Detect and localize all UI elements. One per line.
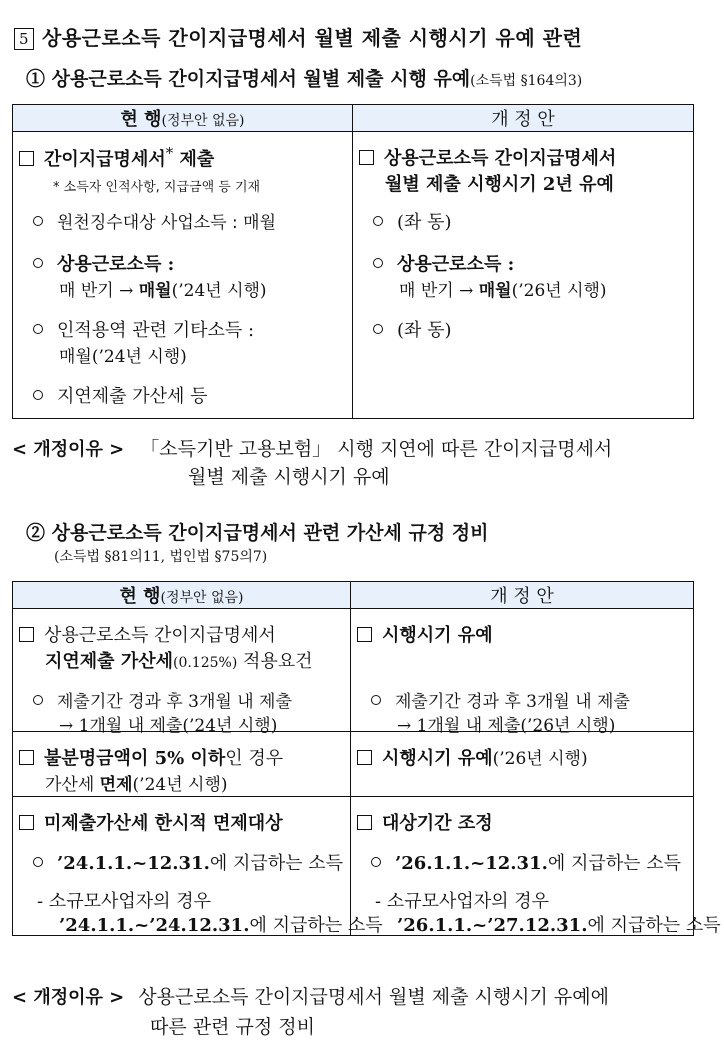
list-item-cont: → 1개월 내 제출(’26년 시행) xyxy=(397,716,616,736)
subsection-title: 상용근로소득 간이지급명세서 관련 가산세 규정 정비 xyxy=(51,522,489,544)
list-item: (좌 동) xyxy=(373,316,452,342)
revised-cell xyxy=(353,132,694,419)
list-item-cont: 매 반기 → 매월(’26년 시행) xyxy=(399,281,607,301)
list-item-cont: ’26.1.1.~’27.12.31.에 지급하는 소득 xyxy=(397,915,721,936)
item-heading: 미제출가산세 한시적 면제대상 xyxy=(19,809,283,835)
item-heading-cont: 월별 제출 시행시기 2년 유예 xyxy=(385,174,614,195)
item-heading: 간이지급명세서* 제출 xyxy=(19,144,214,171)
item-heading: 상용근로소득 간이지급명세서 xyxy=(19,621,276,647)
header-current: 현 행(정부안 없음) xyxy=(13,582,351,609)
item-heading: 시행시기 유예 xyxy=(357,621,493,647)
current-cell xyxy=(13,132,353,419)
list-item: - 소규모사업자의 경우 xyxy=(37,891,212,912)
reason-label: < 개정이유 > xyxy=(12,439,125,460)
list-item: 제출기간 경과 후 3개월 내 제출 xyxy=(371,687,630,712)
list-item: - 소규모사업자의 경우 xyxy=(375,891,550,912)
revised-cell xyxy=(351,609,694,736)
revision-reason-1 xyxy=(12,434,612,461)
item-heading: 상용근로소득 간이지급명세서 xyxy=(359,144,616,170)
reason-text-cont: 월별 제출 시행시기 유예 xyxy=(188,466,390,488)
subsection-marker: ② xyxy=(26,522,46,544)
reason-text: 상용근로소득 간이지급명세서 월별 제출 시행시기 유예에 xyxy=(138,986,609,1008)
comparison-table-1 xyxy=(12,104,694,419)
list-item: 원천징수대상 사업소득 : 매월 xyxy=(33,208,276,233)
revised-cell xyxy=(351,732,694,797)
subsection-marker: ① xyxy=(26,68,46,90)
list-item: 지연제출 가산세 등 xyxy=(33,382,208,408)
list-item: 제출기간 경과 후 3개월 내 제출 xyxy=(33,687,292,712)
comparison-table-2 xyxy=(12,581,721,936)
footnote: * 소득자 인적사항, 지급금액 등 기재 xyxy=(53,180,261,195)
section-number: 5 xyxy=(14,28,34,50)
current-cell xyxy=(13,609,351,736)
subsection-1-heading xyxy=(26,64,582,91)
subsection-title: 상용근로소득 간이지급명세서 월별 제출 시행 유예 xyxy=(51,68,471,90)
section-heading xyxy=(14,22,582,51)
item-heading: 대상기간 조정 xyxy=(357,809,493,835)
list-item-cont: → 1개월 내 제출(’24년 시행) xyxy=(59,716,278,736)
list-item-cont: 매월(’24년 시행) xyxy=(59,347,187,367)
list-item: 상용근로소득 : xyxy=(33,250,174,276)
item-heading-cont: 가산세 면제(’24년 시행) xyxy=(45,775,228,795)
revised-cell xyxy=(351,797,721,936)
list-item: 인적용역 관련 기타소득 : xyxy=(33,316,254,342)
law-reference: (소득법 §81의11, 법인법 §75의7) xyxy=(54,549,268,565)
list-item: ’26.1.1.~12.31.에 지급하는 소득 xyxy=(371,849,681,875)
header-revised: 개 정 안 xyxy=(351,582,694,609)
item-heading: 시행시기 유예(’26년 시행) xyxy=(357,744,588,770)
header-revised: 개 정 안 xyxy=(353,105,694,132)
section-title: 상용근로소득 간이지급명세서 월별 제출 시행시기 유예 관련 xyxy=(42,26,583,50)
current-cell xyxy=(13,732,351,797)
list-item: (좌 동) xyxy=(373,208,452,234)
revision-reason-2 xyxy=(12,982,609,1009)
item-heading-cont: 지연제출 가산세(0.125%) 적용요건 xyxy=(45,651,313,672)
list-item: ’24.1.1.~12.31.에 지급하는 소득 xyxy=(33,849,343,875)
item-heading: 불분명금액이 5% 이하인 경우 xyxy=(19,744,283,770)
current-cell xyxy=(13,797,383,936)
list-item: 상용근로소득 : xyxy=(373,250,514,276)
reason-text: 「소득기반 고용보험」 시행 지연에 따른 간이지급명세서 xyxy=(140,438,613,460)
list-item-cont: 매 반기 → 매월(’24년 시행) xyxy=(59,281,267,301)
header-current: 현 행(정부안 없음) xyxy=(13,105,353,132)
reason-text-cont: 따른 관련 규정 정비 xyxy=(150,1016,315,1038)
reason-label: < 개정이유 > xyxy=(12,987,125,1008)
list-item-cont: ’24.1.1.~’24.12.31.에 지급하는 소득 xyxy=(59,915,383,936)
subsection-2-heading xyxy=(26,518,489,545)
law-reference: (소득법 §164의3) xyxy=(470,73,583,89)
